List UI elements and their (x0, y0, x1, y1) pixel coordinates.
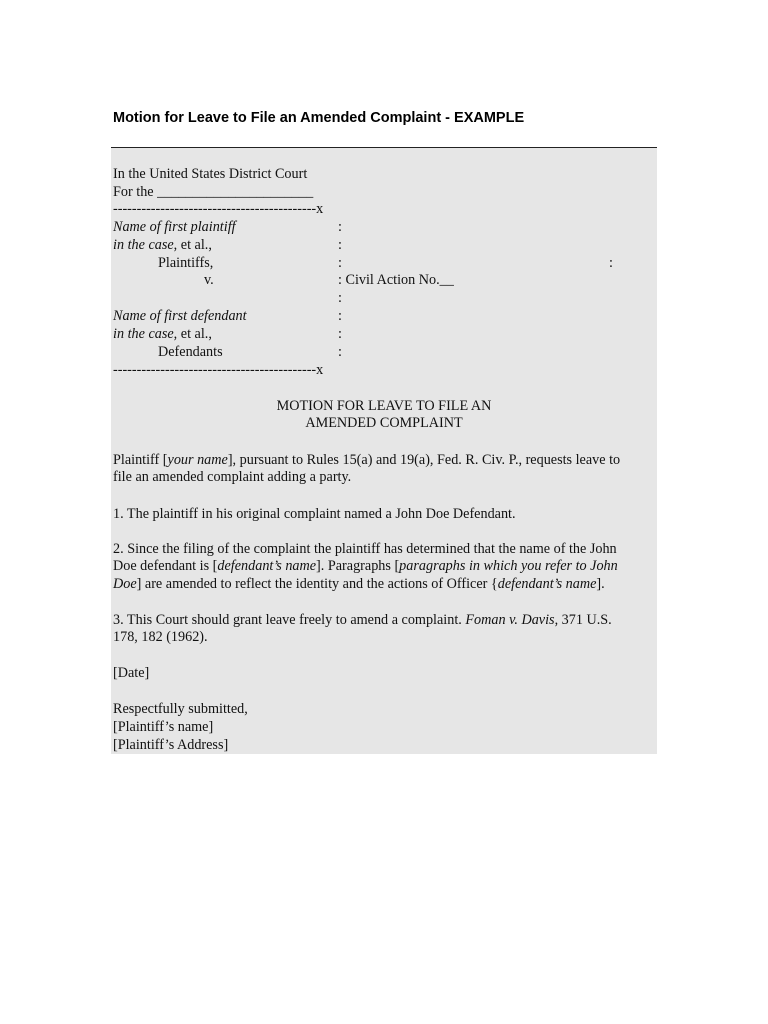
paragraph-2-line-1: 2. Since the filing of the complaint the plaintiff has determined that the name of the John (113, 541, 617, 557)
plaintiff-address: [Plaintiff’s Address] (113, 737, 229, 753)
intro-line-2: file an amended complaint adding a party. (113, 469, 352, 485)
caption-colon: : (338, 308, 342, 324)
paragraph-1: 1. The plaintiff in his original complaint named a John Doe Defendant. (113, 506, 516, 522)
plaintiff-name-placeholder: Name of first plaintiff (113, 219, 236, 235)
caption-far-colon: : (609, 255, 613, 271)
paragraph-3-line-1 (113, 612, 612, 630)
plaintiff-case-line (113, 237, 212, 255)
defendant-case-italic: in the case (113, 326, 174, 342)
document-heading: Motion for Leave to File an Amended Complaint - EXAMPLE (113, 110, 525, 126)
p2-doe: Doe (113, 576, 137, 592)
p2-text-d: ]. (596, 576, 605, 592)
motion-title-line-1: MOTION FOR LEAVE TO FILE AN (276, 398, 492, 414)
caption-colon: : (338, 237, 342, 253)
p3-text-a: 3. This Court should grant leave freely to amend a complaint. (113, 612, 466, 628)
plaintiff-case-rest: , et al., (173, 237, 212, 253)
defendant-case-rest: , et al., (173, 326, 212, 342)
intro-your-name: your name (167, 452, 228, 468)
p2-text-c: ]. Paragraphs [ (316, 558, 400, 574)
p2-defendant-name: defendant’s name (217, 558, 317, 574)
paragraph-2-line-3 (113, 576, 605, 594)
p3-case-citation: Foman v. Davis (465, 612, 555, 628)
court-line-2: For the ______________________ (113, 184, 314, 200)
versus-label: v. (204, 272, 214, 288)
p2-paragraphs-ref: paragraphs in which you refer to John (399, 558, 618, 574)
motion-title-line-2: AMENDED COMPLAINT (305, 415, 463, 431)
caption-colon: : (338, 255, 342, 271)
p2-text-a: Doe defendant is [ (113, 558, 218, 574)
caption-separator-top: -------------------------------------------x (113, 201, 324, 217)
paragraph-3-line-2: 178, 182 (1962). (113, 629, 208, 645)
caption-colon: : (338, 290, 342, 306)
caption-colon: : (338, 344, 342, 360)
defendant-name-placeholder: Name of first defendant (113, 308, 247, 324)
civil-action-number: : Civil Action No.__ (338, 272, 454, 288)
intro-text-a: Plaintiff [ (113, 452, 168, 468)
court-line-1: In the United States District Court (113, 166, 308, 182)
intro-line-1 (113, 452, 620, 470)
date-placeholder: [Date] (113, 665, 150, 681)
caption-colon: : (338, 219, 342, 235)
closing-line: Respectfully submitted, (113, 701, 248, 717)
intro-text-c: ], pursuant to Rules 15(a) and 19(a), Fed. R. Civ. P., requests leave to (227, 452, 621, 468)
plaintiff-name-signature: [Plaintiff’s name] (113, 719, 214, 735)
paragraph-2-line-2 (113, 558, 618, 576)
p2-officer-name: defendant’s name (497, 576, 597, 592)
caption-separator-bottom: -------------------------------------------x (113, 362, 324, 378)
plaintiffs-label: Plaintiffs, (158, 255, 214, 271)
caption-colon: : (338, 326, 342, 342)
defendants-label: Defendants (158, 344, 223, 360)
p2-text-b: ] are amended to reflect the identity and the actions of Officer { (136, 576, 498, 592)
defendant-case-line (113, 326, 212, 344)
plaintiff-case-italic: in the case (113, 237, 174, 253)
p3-text-c: , 371 U.S. (554, 612, 612, 628)
